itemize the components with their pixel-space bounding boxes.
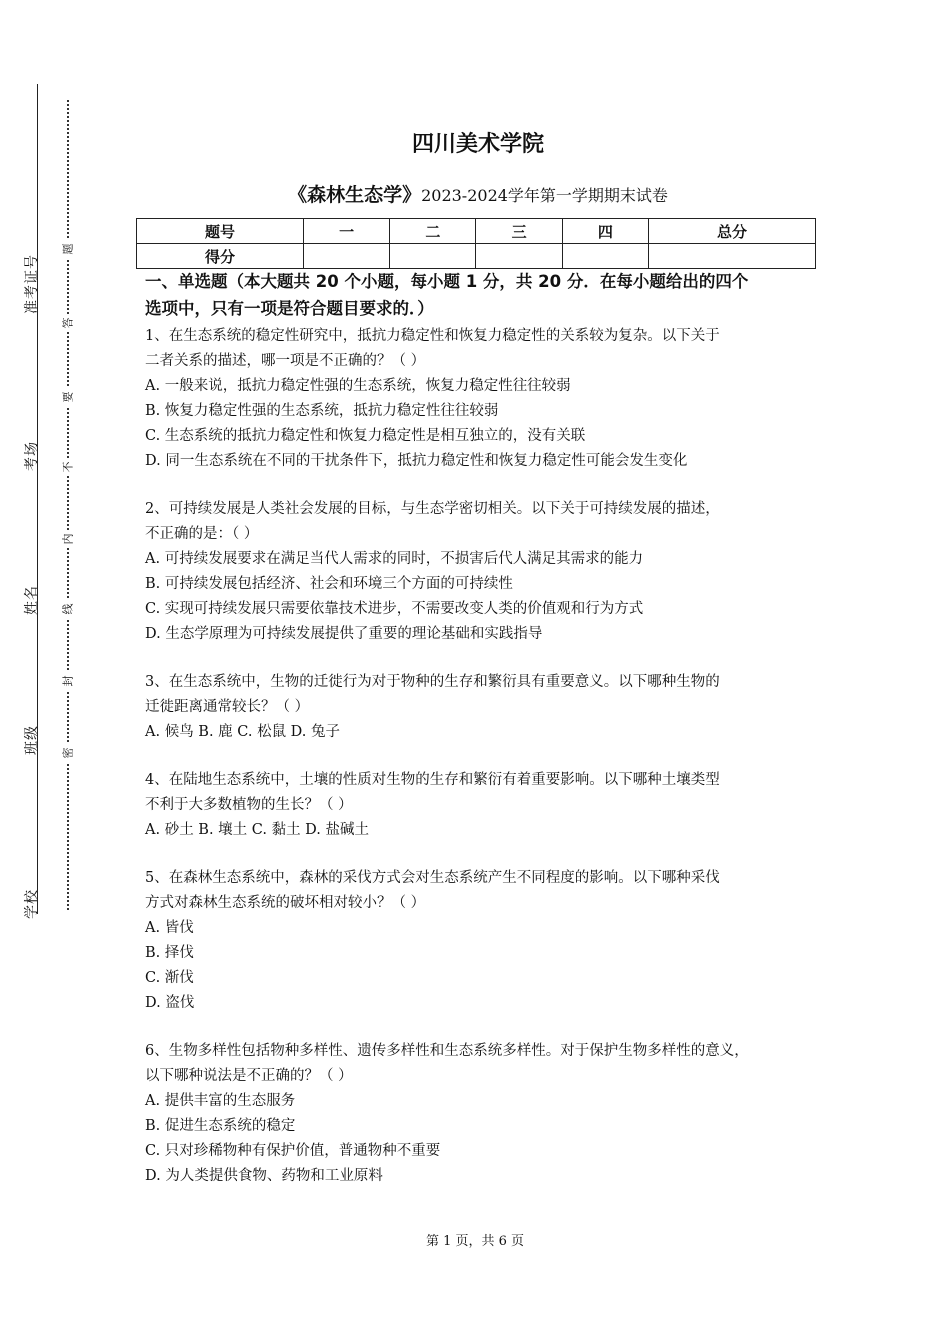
score-col-3: 三	[476, 219, 562, 244]
page-number: 第 1 页，共 6 页	[425, 1234, 525, 1249]
score-col-4: 四	[562, 219, 648, 244]
question-stem: 1、在生态系统的稳定性研究中，抵抗力稳定性和恢复力稳定性的关系较为复杂。以下关于	[145, 328, 720, 344]
option-c: C. 生态系统的抵抗力稳定性和恢复力稳定性是相互独立的，没有关联	[145, 428, 586, 444]
score-table	[136, 218, 816, 269]
exam-term: 2023-2024学年第一学期期末试卷	[421, 186, 668, 205]
class-label: 班级	[24, 725, 40, 755]
score-cell-4	[562, 244, 648, 269]
seal-char-da: 答	[59, 314, 77, 332]
score-cell-total	[648, 244, 815, 269]
question-1	[145, 324, 820, 474]
question-stem: 6、生物多样性包括物种多样性、遗传多样性和生态系统多样性。对于保护生物多样性的意义，	[145, 1043, 749, 1059]
question-5	[145, 866, 820, 1016]
question-stem: 不正确的是：（ ）	[145, 526, 259, 542]
seal-char-yao: 要	[59, 388, 77, 406]
option-d: D. 盗伐	[145, 995, 195, 1011]
section-heading-cont: 选项中，只有一项是符合题目要求的．）	[145, 299, 434, 318]
option-d: D. 生态学原理为可持续发展提供了重要的理论基础和实践指导	[145, 626, 543, 642]
score-value-row	[137, 244, 816, 269]
option-c: C. 只对珍稀物种有保护价值，普通物种不重要	[145, 1143, 441, 1159]
option-b: B. 恢复力稳定性强的生态系统，抵抗力稳定性往往较弱	[145, 403, 499, 419]
score-header-row	[137, 219, 816, 244]
option-a: A. 提供丰富的生态服务	[145, 1093, 296, 1109]
question-4	[145, 768, 820, 843]
option-d: D. 同一生态系统在不同的干扰条件下，抵抗力稳定性和恢复力稳定性可能会发生变化	[145, 453, 688, 469]
score-col-total: 总分	[648, 219, 815, 244]
options-line: A. 砂土 B. 壤土 C. 黏土 D. 盐碱土	[145, 822, 370, 838]
option-a: A. 皆伐	[145, 920, 194, 936]
score-cell-1	[304, 244, 390, 269]
option-c: C. 实现可持续发展只需要依靠技术进步，不需要改变人类的价值观和行为方式	[145, 601, 644, 617]
binding-line	[37, 84, 38, 914]
question-stem: 迁徙距离通常较长？（ ）	[145, 699, 310, 715]
name-label: 姓名	[24, 585, 40, 615]
school-title: 四川美术学院	[411, 132, 544, 157]
question-stem: 5、在森林生态系统中，森林的采伐方式会对生态系统产生不同程度的影响。以下哪种采伐	[145, 870, 720, 886]
option-d: D. 为人类提供食物、药物和工业原料	[145, 1168, 383, 1184]
seal-char-feng: 封	[59, 672, 77, 690]
score-cell-2	[390, 244, 476, 269]
seal-char-nei: 内	[59, 530, 77, 548]
option-b: B. 择伐	[145, 945, 194, 961]
section-heading: 一、单选题（本大题共 20 个小题，每小题 1 分，共 20 分．在每小题给出的四个	[145, 272, 749, 291]
question-stem: 二者关系的描述，哪一项是不正确的？（ ）	[145, 353, 426, 369]
seal-dotted-line	[67, 100, 69, 910]
seal-char-xian: 线	[59, 600, 77, 618]
seal-char-ti: 题	[59, 240, 77, 258]
course-name: 《森林生态学》	[288, 184, 422, 206]
question-2	[145, 497, 820, 647]
score-col-1: 一	[304, 219, 390, 244]
exam-number-label: 准考证号	[24, 254, 40, 314]
options-line: A. 候鸟 B. 鹿 C. 松鼠 D. 兔子	[145, 724, 341, 740]
question-stem: 方式对森林生态系统的破坏相对较小？（ ）	[145, 895, 426, 911]
question-6	[145, 1039, 820, 1189]
score-col-label: 题号	[137, 219, 304, 244]
exam-title	[140, 181, 816, 210]
question-stem: 不利于大多数植物的生长？（ ）	[145, 797, 353, 813]
question-3	[145, 670, 820, 745]
question-stem: 3、在生态系统中，生物的迁徙行为对于物种的生存和繁衍具有重要意义。以下哪种生物的	[145, 674, 720, 690]
option-c: C. 渐伐	[145, 970, 194, 986]
option-a: A. 一般来说，抵抗力稳定性强的生态系统，恢复力稳定性往往较弱	[145, 378, 571, 394]
seal-char-mi: 密	[59, 744, 77, 762]
school-label: 学校	[24, 889, 40, 919]
question-stem: 2、可持续发展是人类社会发展的目标，与生态学密切相关。以下关于可持续发展的描述，	[145, 501, 720, 517]
option-b: B. 可持续发展包括经济、社会和环境三个方面的可持续性	[145, 576, 513, 592]
score-row-label: 得分	[137, 244, 304, 269]
score-col-2: 二	[390, 219, 476, 244]
exam-room-label: 考场	[24, 441, 40, 471]
question-stem: 4、在陆地生态系统中，土壤的性质对生物的生存和繁衍有着重要影响。以下哪种土壤类型	[145, 772, 720, 788]
option-a: A. 可持续发展要求在满足当代人需求的同时，不损害后代人满足其需求的能力	[145, 551, 644, 567]
score-cell-3	[476, 244, 562, 269]
seal-char-bu: 不	[59, 458, 77, 476]
question-stem: 以下哪种说法是不正确的？（ ）	[145, 1068, 353, 1084]
exam-content	[145, 268, 820, 1189]
option-b: B. 促进生态系统的稳定	[145, 1118, 296, 1134]
